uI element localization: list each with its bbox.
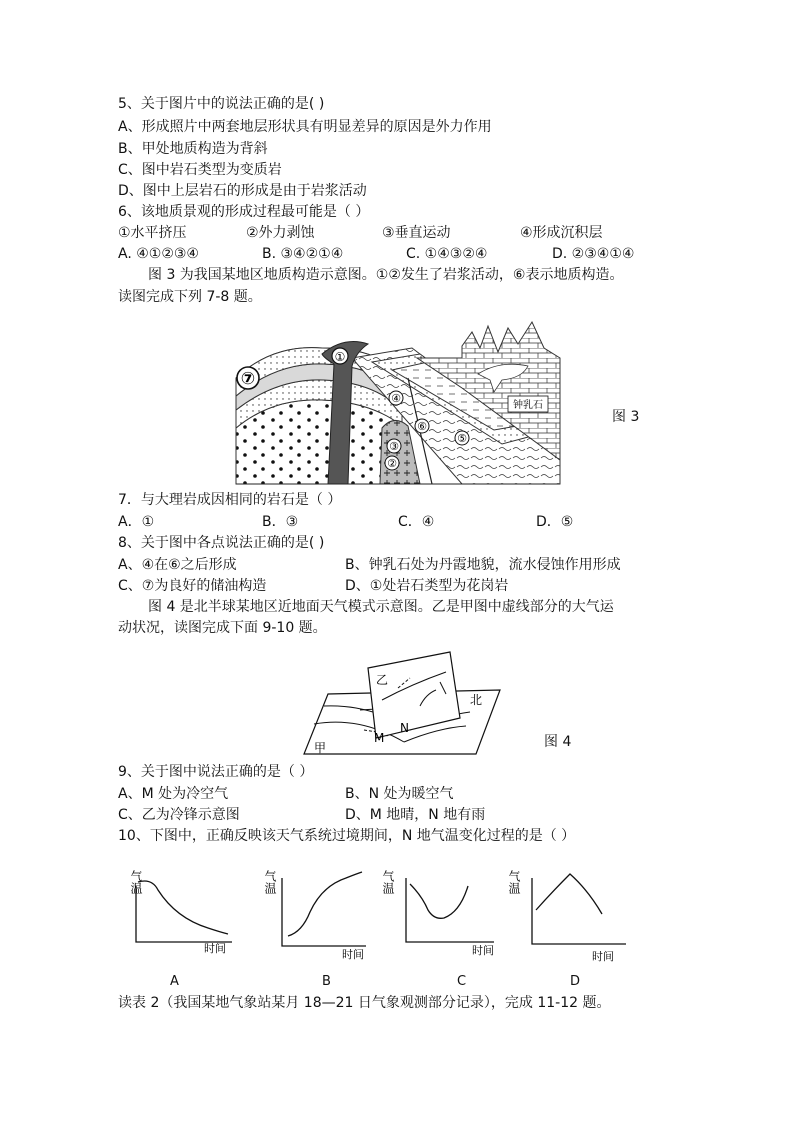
fig3-label-2: ② bbox=[387, 457, 397, 470]
fig4-intro-line2: 动状况，读图完成下面 9-10 题。 bbox=[118, 620, 327, 636]
q10-chart-a-ylabel: 气温 bbox=[129, 870, 143, 894]
q8-option-a: A、④在⑥之后形成 bbox=[118, 557, 237, 573]
q10-letter-a: A bbox=[170, 974, 179, 989]
q6-item-3: ③垂直运动 bbox=[382, 225, 451, 241]
q9-option-c: C、乙为冷锋示意图 bbox=[118, 807, 240, 823]
q9-option-a: A、M 处为冷空气 bbox=[118, 786, 229, 802]
fig3-label-stalactite: 钟乳石 bbox=[513, 400, 543, 411]
q6-stem: 6、该地质景观的形成过程最可能是（ ） bbox=[118, 204, 370, 220]
fig3-label-4: ④ bbox=[391, 392, 401, 405]
q10-curve-a bbox=[138, 881, 228, 934]
q10-chart-d-xlabel: 时间 bbox=[592, 950, 614, 963]
q10-chart-c-ylabel: 气温 bbox=[381, 870, 395, 894]
q10-curve-d bbox=[536, 874, 602, 914]
fig4-weather-model bbox=[300, 646, 510, 758]
fig4-intro-line1: 图 4 是北半球某地区近地面天气模式示意图。乙是甲图中虚线部分的大气运 bbox=[148, 599, 614, 615]
q10-curve-c bbox=[410, 884, 468, 918]
fig3-label-3: ③ bbox=[389, 440, 399, 453]
q10-letter-c: C bbox=[457, 974, 467, 989]
q6-option-c: C. ①④③②④ bbox=[406, 246, 488, 262]
q10-chart-c-xlabel: 时间 bbox=[472, 944, 494, 957]
q10-chart-d bbox=[507, 856, 632, 963]
table2-intro: 读表 2（我国某地气象站某月 18—21 日气象观测部分记录），完成 11-12 题。 bbox=[118, 995, 611, 1011]
q5-stem: 5、关于图片中的说法正确的是( ) bbox=[118, 96, 325, 112]
q9-option-d: D、M 地晴，N 地有雨 bbox=[345, 807, 486, 823]
q8-option-d: D、①处岩石类型为花岗岩 bbox=[345, 578, 509, 594]
q10-letter-b: B bbox=[322, 974, 331, 989]
fig3-geologic-section bbox=[232, 318, 562, 488]
q10-chart-a-xlabel: 时间 bbox=[204, 942, 226, 955]
fig4-label-jia: 甲 bbox=[314, 741, 327, 755]
fig3-label-5: ⑤ bbox=[457, 432, 467, 445]
fig4-caption: 图 4 bbox=[544, 734, 572, 750]
q5-option-a: A、形成照片中两套地层形状具有明显差异的原因是外力作用 bbox=[118, 119, 492, 135]
q9-option-b: B、N 处为暖空气 bbox=[345, 786, 454, 802]
q6-item-4: ④形成沉积层 bbox=[520, 225, 603, 241]
q10-stem: 10、下图中，正确反映该天气系统过境期间，N 地气温变化过程的是（ ） bbox=[118, 828, 576, 844]
q8-option-c: C、⑦为良好的储油构造 bbox=[118, 578, 267, 594]
q10-chart-c bbox=[381, 856, 500, 960]
fig4-label-m: M bbox=[374, 731, 385, 745]
q10-chart-b bbox=[262, 856, 372, 960]
q7-option-a: A．① bbox=[118, 514, 155, 530]
q6-item-1: ①水平挤压 bbox=[118, 225, 187, 241]
fig3-label-6: ⑥ bbox=[417, 420, 427, 433]
q10-curve-b bbox=[288, 872, 362, 936]
fig4-label-n: N bbox=[400, 721, 409, 735]
fig3-label-1: ① bbox=[334, 350, 346, 364]
q5-option-c: C、图中岩石类型为变质岩 bbox=[118, 162, 282, 178]
q7-stem: 7．与大理岩成因相同的岩石是（ ） bbox=[118, 492, 342, 508]
q7-option-d: D．⑤ bbox=[536, 514, 574, 530]
q8-stem: 8、关于图中各点说法正确的是( ) bbox=[118, 535, 325, 551]
q5-option-d: D、图中上层岩石的形成是由于岩浆活动 bbox=[118, 183, 367, 199]
fig3-intro-line2: 读图完成下列 7-8 题。 bbox=[118, 289, 262, 305]
q7-option-c: C．④ bbox=[398, 514, 435, 530]
fig3-caption: 图 3 bbox=[612, 409, 640, 425]
q6-option-d: D. ②③④①④ bbox=[552, 246, 635, 262]
q5-option-b: B、甲处地质构造为背斜 bbox=[118, 141, 268, 157]
q6-item-2: ②外力剥蚀 bbox=[246, 225, 315, 241]
q10-chart-d-ylabel: 气温 bbox=[507, 870, 521, 894]
q10-chart-b-xlabel: 时间 bbox=[342, 948, 364, 961]
q6-option-a: A. ④①②③④ bbox=[118, 246, 199, 262]
q10-chart-a bbox=[128, 856, 238, 955]
q8-option-b: B、钟乳石处为丹霞地貌，流水侵蚀作用形成 bbox=[345, 557, 621, 573]
fig3-label-7: ⑦ bbox=[240, 369, 256, 389]
q6-option-b: B. ③④②①④ bbox=[262, 246, 344, 262]
fig4-label-yi: 乙 bbox=[376, 673, 389, 687]
q10-chart-b-ylabel: 气温 bbox=[263, 870, 277, 894]
q10-letter-d: D bbox=[570, 974, 581, 989]
q9-stem: 9、关于图中说法正确的是（ ） bbox=[118, 764, 314, 780]
fig4-label-bei: 北 bbox=[470, 693, 483, 707]
fig3-intro-line1: 图 3 为我国某地区地质构造示意图。①②发生了岩浆活动，⑥表示地质构造。 bbox=[148, 267, 624, 283]
q7-option-b: B．③ bbox=[262, 514, 299, 530]
